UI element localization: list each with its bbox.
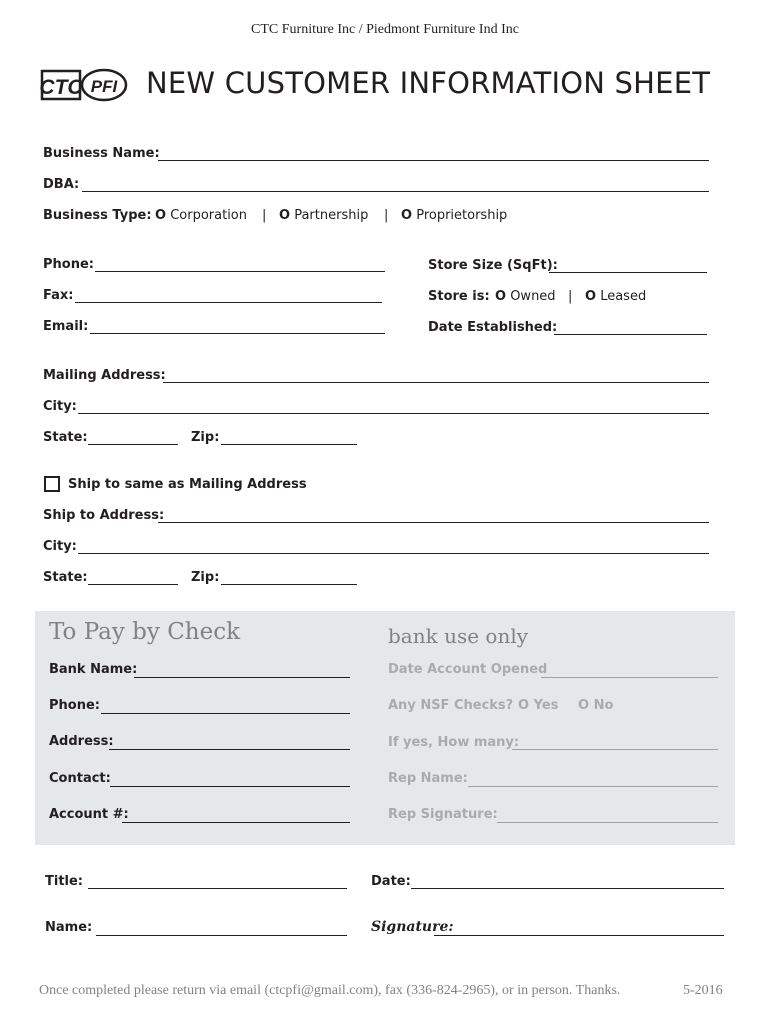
- signature-label: Signature:: [371, 919, 454, 935]
- check-phone-label: Phone:: [49, 698, 100, 713]
- fax-field[interactable]: [75, 302, 382, 303]
- email-field[interactable]: [90, 333, 385, 334]
- account-number-field[interactable]: [122, 822, 350, 823]
- separator: |: [568, 289, 573, 304]
- logo-pfi-text: PFI: [90, 77, 118, 96]
- signature-field[interactable]: [434, 935, 724, 936]
- mailing-zip-label: Zip:: [191, 430, 220, 445]
- how-many-label: If yes, How many:: [388, 735, 520, 750]
- fax-label: Fax:: [43, 288, 74, 303]
- check-address-label: Address:: [49, 734, 114, 749]
- rep-name-field[interactable]: [468, 786, 718, 787]
- nsf-no-label: No: [593, 698, 614, 713]
- check-contact-label: Contact:: [49, 771, 111, 786]
- dba-label: DBA:: [43, 177, 80, 192]
- bank-name-label: Bank Name:: [49, 662, 138, 677]
- same-as-mailing-label: Ship to same as Mailing Address: [68, 477, 307, 492]
- ship-city-field[interactable]: [78, 553, 709, 554]
- page-title: NEW CUSTOMER INFORMATION SHEET: [146, 66, 711, 100]
- mailing-address-label: Mailing Address:: [43, 368, 166, 383]
- ship-state-label: State:: [43, 570, 88, 585]
- ship-zip-label: Zip:: [191, 570, 220, 585]
- store-is-label: Store is:: [428, 289, 490, 304]
- separator: |: [262, 208, 267, 223]
- account-number-label: Account #:: [49, 807, 129, 822]
- form-version: 5-2016: [683, 983, 723, 998]
- company-line: CTC Furniture Inc / Piedmont Furniture Ind Inc: [251, 22, 519, 37]
- title-field[interactable]: [88, 888, 347, 889]
- check-phone-field[interactable]: [101, 713, 350, 714]
- nsf-checks-label: Any NSF Checks?: [388, 698, 514, 713]
- logo-ctc-text: CTC: [40, 76, 83, 99]
- radio-marker: O: [401, 208, 413, 223]
- check-contact-field[interactable]: [110, 786, 350, 787]
- title-label: Title:: [45, 874, 84, 889]
- leased-label: Leased: [600, 289, 647, 304]
- date-field[interactable]: [411, 888, 724, 889]
- nsf-yes-option[interactable]: [518, 698, 558, 713]
- radio-marker: O: [585, 289, 597, 304]
- rep-signature-label: Rep Signature:: [388, 807, 498, 822]
- ship-zip-field[interactable]: [221, 584, 357, 585]
- nsf-no-option[interactable]: [578, 698, 613, 713]
- bank-use-title: bank use only: [388, 624, 529, 648]
- name-field[interactable]: [96, 935, 347, 936]
- radio-marker: O: [155, 208, 167, 223]
- store-leased-option[interactable]: [585, 289, 646, 304]
- rep-signature-field[interactable]: [497, 822, 718, 823]
- ship-city-label: City:: [43, 539, 77, 554]
- business-type-label: Business Type:: [43, 208, 152, 223]
- rep-name-label: Rep Name:: [388, 771, 468, 786]
- how-many-field[interactable]: [512, 749, 718, 750]
- bank-name-field[interactable]: [134, 677, 350, 678]
- owned-label: Owned: [510, 289, 556, 304]
- same-as-mailing-checkbox[interactable]: [44, 476, 60, 492]
- mailing-zip-field[interactable]: [221, 444, 357, 445]
- bank-panel: [35, 611, 735, 845]
- ship-state-field[interactable]: [88, 584, 178, 585]
- store-owned-option[interactable]: [495, 289, 556, 304]
- separator: |: [384, 208, 389, 223]
- check-section-title: To Pay by Check: [49, 619, 241, 645]
- date-opened-field[interactable]: [541, 677, 718, 678]
- ship-address-field[interactable]: [158, 522, 709, 523]
- mailing-state-label: State:: [43, 430, 88, 445]
- business-name-label: Business Name:: [43, 146, 160, 161]
- mailing-city-label: City:: [43, 399, 77, 414]
- check-address-field[interactable]: [109, 749, 350, 750]
- company-logo: [40, 68, 130, 104]
- phone-field[interactable]: [95, 271, 385, 272]
- business-type-proprietorship[interactable]: [401, 208, 507, 223]
- date-established-field[interactable]: [554, 334, 707, 335]
- mailing-state-field[interactable]: [88, 444, 178, 445]
- mailing-city-field[interactable]: [78, 413, 709, 414]
- corporation-label: Corporation: [170, 208, 247, 223]
- date-opened-label: Date Account Opened: [388, 662, 548, 677]
- radio-marker: O: [279, 208, 291, 223]
- phone-label: Phone:: [43, 257, 94, 272]
- store-size-field[interactable]: [549, 272, 707, 273]
- proprietorship-label: Proprietorship: [416, 208, 508, 223]
- dba-field[interactable]: [82, 191, 709, 192]
- date-established-label: Date Established:: [428, 320, 558, 335]
- mailing-address-field[interactable]: [163, 382, 709, 383]
- business-type-partnership[interactable]: [279, 208, 368, 223]
- radio-marker: O: [578, 698, 590, 713]
- logo-graphic: [40, 68, 130, 104]
- partnership-label: Partnership: [294, 208, 369, 223]
- nsf-yes-label: Yes: [533, 698, 559, 713]
- date-label: Date:: [371, 874, 411, 889]
- email-label: Email:: [43, 319, 89, 334]
- radio-marker: O: [518, 698, 530, 713]
- name-label: Name:: [45, 920, 93, 935]
- footer-note: Once completed please return via email (ctcpfi@gmail.com), fax (336-824-2965), or in person. Thanks.: [39, 983, 621, 998]
- business-name-field[interactable]: [158, 160, 709, 161]
- radio-marker: O: [495, 289, 507, 304]
- business-type-corporation[interactable]: [155, 208, 247, 223]
- ship-address-label: Ship to Address:: [43, 508, 165, 523]
- store-size-label: Store Size (SqFt):: [428, 258, 558, 273]
